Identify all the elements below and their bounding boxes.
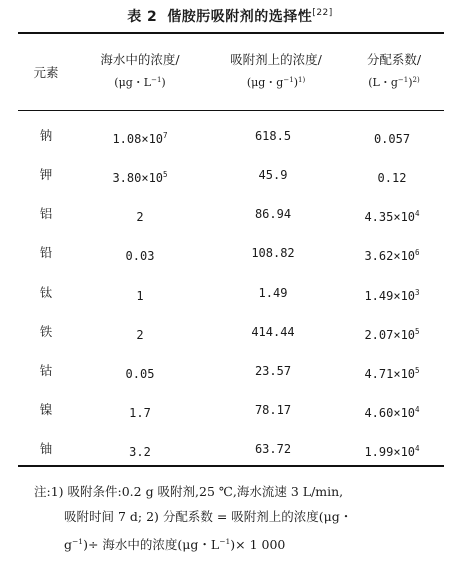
- table-row: [0, 439, 460, 459]
- cell-seawater-value: 1: [136, 289, 144, 303]
- cell-element: 钴: [39, 363, 53, 378]
- table-row: [0, 165, 460, 185]
- caption-reference: [22]: [312, 8, 333, 18]
- cell-element: 铝: [39, 206, 53, 221]
- cell-partition-value: 4.60×10: [364, 406, 416, 420]
- table-row: [0, 204, 460, 224]
- cell-element: 铁: [39, 324, 53, 339]
- cell-adsorbent: 108.82: [251, 246, 295, 260]
- caption-title: 偕胺肟吸附剂的选择性: [167, 9, 313, 25]
- header-seawater: [74, 50, 206, 93]
- table-row: [0, 126, 460, 146]
- header-seawater-unit: (μg・L: [114, 76, 152, 89]
- cell-seawater-value: 3.80×10: [112, 171, 164, 185]
- cell-adsorbent: 63.72: [254, 442, 292, 456]
- header-adsorbent-footnote: 1): [297, 76, 306, 84]
- cell-seawater: [74, 243, 206, 266]
- cell-seawater: [74, 400, 206, 423]
- cell-element: 镍: [39, 402, 53, 417]
- cell-seawater-value: 2: [136, 210, 144, 224]
- cell-seawater: [74, 126, 206, 149]
- cell-partition-value: 1.49×10: [364, 289, 416, 303]
- cell-adsorbent: 86.94: [254, 207, 292, 221]
- header-partition-exp: −1: [397, 76, 409, 84]
- cell-partition-value: 3.62×10: [364, 249, 416, 263]
- table-row: [0, 283, 460, 303]
- cell-adsorbent: 414.44: [251, 325, 295, 339]
- cell-partition-value: 0.12: [377, 171, 407, 185]
- cell-seawater-value: 3.2: [129, 445, 151, 459]
- table-header-rule: [18, 110, 444, 111]
- header-element: [18, 63, 74, 83]
- table-note-line1: 注:1) 吸附条件:0.2 g 吸附剂,25 ℃,海水流速 3 L/min,: [34, 484, 344, 499]
- cell-partition: [340, 361, 444, 384]
- cell-adsorbent: 78.17: [254, 403, 292, 417]
- cell-partition-exp: 4: [415, 444, 420, 453]
- table-note-line3: [64, 532, 285, 555]
- cell-partition: [340, 243, 444, 266]
- cell-partition: [340, 126, 444, 149]
- cell-seawater: [74, 361, 206, 384]
- cell-partition-value: 0.057: [373, 132, 411, 146]
- header-adsorbent-unit: (μg・g: [246, 76, 284, 89]
- header-partition: [344, 50, 444, 93]
- cell-partition-exp: 4: [415, 209, 420, 218]
- cell-seawater-value: 1.7: [129, 406, 151, 420]
- cell-partition-exp: 5: [415, 327, 420, 336]
- cell-seawater-exp: 7: [163, 131, 168, 140]
- cell-partition-exp: 6: [415, 248, 420, 257]
- header-adsorbent-line1: 吸附剂上的浓度/: [230, 52, 322, 67]
- cell-seawater-exp: 5: [163, 170, 168, 179]
- cell-partition-exp: 4: [415, 405, 420, 414]
- cell-adsorbent: 618.5: [254, 129, 292, 143]
- cell-element: 钾: [39, 167, 53, 182]
- cell-seawater: [74, 204, 206, 227]
- cell-adsorbent: 45.9: [258, 168, 288, 182]
- cell-seawater: [74, 165, 206, 188]
- cell-partition-value: 4.35×10: [364, 210, 416, 224]
- note-divide-text: )÷ 海水中的浓度(μg・L: [83, 537, 220, 552]
- table-top-rule: [18, 32, 444, 34]
- note-unit-g: g: [64, 537, 73, 552]
- header-seawater-exp: −1: [151, 76, 162, 84]
- table-bottom-rule: [18, 465, 444, 467]
- cell-element: 铅: [39, 245, 53, 260]
- cell-partition: [340, 165, 444, 188]
- note-exp-2: −1: [219, 537, 231, 546]
- cell-seawater: [74, 283, 206, 306]
- cell-partition-value: 2.07×10: [364, 328, 416, 342]
- cell-adsorbent: 23.57: [254, 364, 292, 378]
- header-partition-line1: 分配系数/: [366, 52, 422, 67]
- cell-partition: [340, 322, 444, 345]
- cell-seawater-value: 0.05: [125, 367, 155, 381]
- note-multiplier: )× 1 000: [230, 537, 286, 552]
- header-adsorbent-line2: [206, 70, 346, 93]
- table-note-line2: 吸附时间 7 d; 2) 分配系数 = 吸附剂上的浓度(μg・: [64, 509, 353, 524]
- cell-seawater: [74, 439, 206, 462]
- cell-partition-exp: 5: [415, 366, 420, 375]
- cell-element: 铀: [39, 441, 53, 456]
- header-partition-close: ): [408, 76, 413, 89]
- cell-element: 钠: [39, 128, 53, 143]
- header-partition-footnote: 2): [412, 76, 420, 84]
- cell-partition: [340, 439, 444, 462]
- table-row: [0, 361, 460, 381]
- header-adsorbent-exp: −1: [283, 76, 294, 84]
- cell-partition: [340, 400, 444, 423]
- cell-seawater-value: 1.08×10: [112, 132, 164, 146]
- caption-number: 表 2: [127, 9, 158, 25]
- header-seawater-line1: 海水中的浓度/: [100, 52, 180, 67]
- cell-partition-value: 1.99×10: [364, 445, 416, 459]
- table-row: [0, 243, 460, 263]
- cell-partition: [340, 283, 444, 306]
- note-exp-1: −1: [72, 537, 84, 546]
- header-seawater-line2: [74, 70, 206, 93]
- header-element-label: 元素: [33, 65, 59, 80]
- table-caption: [0, 6, 460, 26]
- cell-partition-value: 4.71×10: [364, 367, 416, 381]
- cell-element: 钛: [39, 285, 53, 300]
- header-adsorbent: [206, 50, 346, 93]
- cell-seawater-value: 2: [136, 328, 144, 342]
- table-row: [0, 400, 460, 420]
- header-partition-unit: (L・g: [368, 76, 398, 89]
- cell-partition: [340, 204, 444, 227]
- cell-seawater-value: 0.03: [125, 249, 155, 263]
- cell-partition-exp: 3: [415, 288, 420, 297]
- table-row: [0, 322, 460, 342]
- cell-adsorbent: 1.49: [258, 286, 288, 300]
- header-adsorbent-close: ): [293, 76, 298, 89]
- header-seawater-close: ): [161, 76, 166, 89]
- header-partition-line2: [344, 70, 444, 93]
- cell-seawater: [74, 322, 206, 345]
